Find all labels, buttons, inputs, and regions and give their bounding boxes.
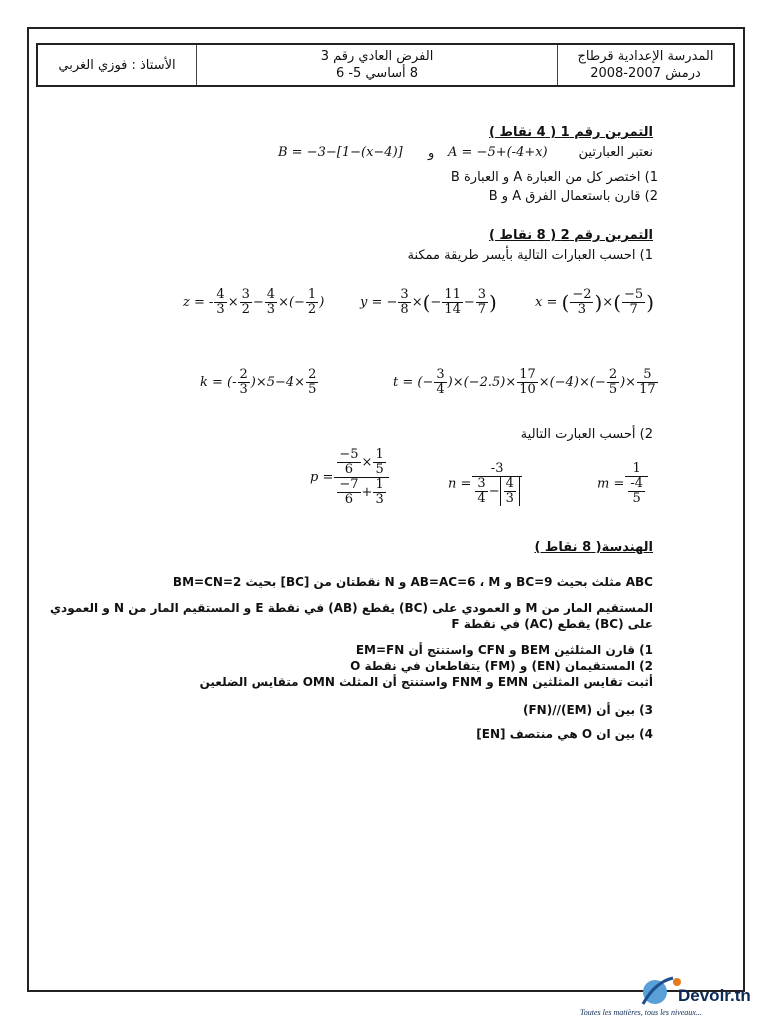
geo-title: الهندسة( 8 نقاط )	[534, 540, 653, 555]
header-table	[36, 43, 735, 87]
den: 5	[632, 491, 641, 506]
expr-p	[310, 448, 390, 507]
num: 3	[436, 367, 445, 382]
den: $\frac{3}{4}$ − $\frac{4}{3}$	[472, 477, 521, 506]
paren: (	[561, 290, 570, 315]
ex2-title: التمرين رقم 2 ( 8 نقاط )	[489, 228, 653, 243]
frac	[622, 288, 645, 317]
num: 1	[625, 462, 648, 477]
frac	[517, 368, 538, 397]
frac	[373, 478, 385, 507]
logo-tagline: Toutes les matières, tous les niveaux...	[580, 1008, 702, 1017]
num: −2	[572, 287, 592, 302]
num: 3	[477, 476, 486, 491]
frac	[607, 368, 619, 397]
frac	[373, 448, 385, 477]
frac	[240, 288, 252, 317]
k-mid: )×5−4×	[250, 375, 306, 390]
logo-brand: Devoir.tn	[678, 986, 751, 1005]
test-title: الفرض العادي رقم 3	[320, 49, 434, 64]
expr-t: t = (− $\frac{3}{4}$ )×(−2.5)× $\frac{17}{10}$ ×(−4)×(− $\frac{2}{5}$ )× $\frac{5}{17}$	[393, 367, 656, 397]
geo-q4: 4) بين ان O هي منتصف [EN]	[476, 727, 653, 741]
num: 3	[400, 287, 409, 302]
devoir-logo	[578, 972, 768, 1024]
den: 8	[400, 302, 409, 317]
den: 5	[608, 382, 618, 397]
expr-n-lhs: n =	[448, 476, 472, 492]
ex2-q1: 1) احسب العبارات التالية بأيسر طريقة ممكنة	[407, 248, 653, 263]
den: 3	[375, 492, 384, 507]
den: 2	[307, 302, 317, 317]
num: 2	[608, 367, 618, 382]
abs-value	[500, 477, 520, 506]
ex1-intro: نعتبر العبارتين	[578, 145, 653, 160]
num: $\frac{-5}{6}$ × $\frac{1}{5}$	[334, 448, 388, 478]
paren: )	[646, 290, 654, 315]
frac	[442, 288, 463, 317]
frac	[398, 288, 410, 317]
frac	[337, 478, 360, 507]
ex1-expr-b: B = −3−[1−(x−4)]	[278, 145, 403, 160]
den: 14	[444, 302, 461, 317]
expr-k	[200, 368, 319, 397]
expr-p-lhs: p =	[310, 470, 334, 485]
den: 3	[266, 302, 276, 317]
den: 3	[577, 302, 587, 317]
num: 17	[519, 367, 536, 382]
t-mid: )×(−2.5)×	[447, 375, 517, 390]
frac	[625, 462, 648, 506]
expr-m	[597, 462, 649, 506]
num: 3	[241, 287, 250, 302]
den: 3	[239, 382, 248, 397]
num: 11	[444, 287, 461, 302]
frac	[504, 477, 516, 506]
num: −7	[339, 477, 359, 492]
paren: (	[613, 290, 622, 315]
frac	[637, 368, 658, 397]
paren: )	[594, 290, 603, 315]
num: −5	[339, 447, 359, 462]
geo-q2b: أثبت تقايس المثلثين EMN و FNM واستنتج أن المثلث OMN متقايس الضلعين	[199, 675, 653, 689]
teacher-name: الأستاذ : فوزي الغربي	[58, 57, 176, 73]
den: 7	[629, 302, 638, 317]
den: 7	[477, 302, 487, 317]
den: 4	[436, 382, 445, 397]
paren: (	[422, 290, 431, 315]
den: 10	[519, 382, 536, 397]
den: 17	[639, 382, 656, 397]
frac	[214, 288, 226, 317]
den: $\frac{-7}{6}$ + $\frac{1}{3}$	[339, 477, 384, 507]
expr-x-lhs: x =	[535, 295, 558, 310]
num: 2	[308, 367, 317, 382]
expr-m-lhs: m =	[597, 476, 625, 492]
den	[625, 477, 648, 506]
header-test-cell	[196, 45, 557, 85]
frac	[306, 288, 318, 317]
num: 4	[505, 476, 514, 491]
num: 4	[216, 287, 225, 302]
geo-line2: المستقيم المار من M و العمودي على (BC) يقطع (AB) في نقطة E و المستقيم المار من N و العمودي	[50, 601, 653, 615]
ex1-q1: 1) اختصر كل من العبارة A و العبارة B	[450, 170, 658, 185]
frac	[628, 477, 645, 506]
den: 5	[375, 462, 384, 477]
expr-n	[448, 462, 523, 506]
ex1-and: و	[428, 146, 435, 161]
num: 3	[477, 287, 487, 302]
ex2-q2: 2) أحسب العبارت التالية	[520, 427, 653, 442]
geo-q1: 1) قارن المثلثين BEM و CFN واستنتج أن EM=FN	[355, 643, 653, 657]
expr-y-lhs: y = −	[360, 295, 398, 310]
num: 1	[375, 447, 384, 462]
frac	[265, 288, 277, 317]
num: 4	[266, 287, 276, 302]
num: 1	[375, 477, 384, 492]
header-school-cell	[557, 45, 733, 85]
den: 2	[241, 302, 250, 317]
expr-y: y = − $\frac{3}{8}$ ×(− $\frac{11}{14}$ − $\frac{3}{7}$ )	[360, 287, 497, 317]
den: 3	[216, 302, 225, 317]
ex1-expr-a: A = −5+(-4+x)	[448, 145, 548, 160]
expr-t-lhs: t = (−	[393, 375, 434, 390]
den: 6	[344, 462, 354, 477]
ex1-title: التمرين رقم 1 ( 4 نقاط )	[489, 125, 653, 140]
paren: )	[489, 290, 497, 315]
num: −5	[624, 287, 644, 302]
den: 3	[505, 491, 514, 506]
geo-q3: 3) بين أن (EM)//(FN)	[522, 703, 653, 717]
geo-line3: على (BC) يقطع (AC) في نقطة F	[451, 617, 653, 631]
frac	[475, 477, 487, 506]
geo-q2: 2) المستقيمان (EN) و (FM) يتقاطعان في نقطة O	[350, 659, 653, 673]
location-year: درمش 2007-2008	[590, 66, 701, 81]
header-teacher-cell	[38, 45, 196, 85]
den: 4	[477, 491, 486, 506]
num: 2	[239, 367, 248, 382]
school-name: المدرسة الإعدادية قرطاج	[577, 49, 714, 64]
frac	[570, 288, 593, 317]
den: 5	[308, 382, 317, 397]
geo-line1: ABC مثلث بحيث BC=9 و AB=AC=6 ، M و N نقطتان من [BC] بحيث BM=CN=2	[172, 575, 653, 589]
num: -3	[472, 462, 521, 477]
num: 5	[637, 368, 658, 383]
expr-z-lhs: z = -	[183, 295, 214, 310]
t-mid2: ×(−4)×(−	[538, 375, 606, 390]
frac	[337, 448, 360, 477]
expr-z: z = - $\frac{4}{3}$ × $\frac{3}{2}$ − $\frac{4}{3}$ ×(− $\frac{1}{2}$ )	[183, 287, 325, 317]
num: -4	[630, 476, 644, 491]
frac	[434, 368, 446, 397]
frac	[306, 368, 318, 397]
expr-x: x = ( $\frac{-2}{3}$ )×( $\frac{-5}{7}$ )	[535, 287, 654, 317]
frac	[472, 462, 521, 506]
frac	[334, 448, 388, 507]
den: 6	[344, 492, 354, 507]
num: 1	[307, 287, 317, 302]
class-name: 8 أساسي 5- 6	[335, 66, 419, 81]
expr-k-lhs: k = (-	[200, 375, 237, 390]
frac	[476, 288, 488, 317]
frac	[238, 368, 250, 397]
ex1-q2: 2) قارن باستعمال الفرق A و B	[488, 189, 658, 204]
